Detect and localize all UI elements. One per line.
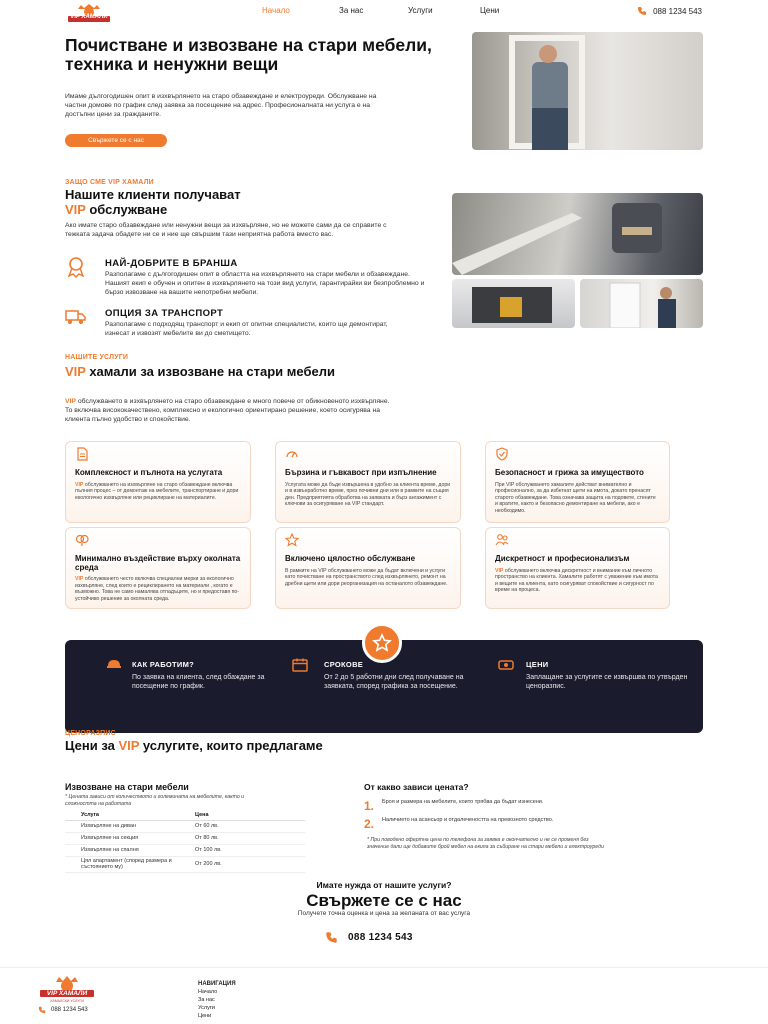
why-photo-top (452, 193, 703, 275)
service-card-body: обслужването на изхвърляне на старо обзавеждане включва пълния процес – от демонтаж на мебелите, транспортиране и дори екологично изхвърляне или рециклиране на материалите. (75, 481, 239, 501)
table-row (65, 832, 305, 844)
row-service: Изхвърляне на диван (65, 820, 195, 832)
feature-best-title: НАЙ-ДОБРИТЕ В БРАНША (105, 258, 238, 269)
phone-icon (637, 6, 647, 16)
footer-logo-tagline: ХАМАЛСКИ УСЛУГИ (50, 999, 84, 1003)
factor-text: Наличието на асансьор и отдалечеността на превозното средство. (382, 817, 554, 823)
why-photo-door (580, 279, 703, 328)
pricing-title-vip: VIP (118, 738, 140, 753)
people-icon (495, 533, 509, 547)
header-phone[interactable] (637, 6, 702, 16)
service-card-text (75, 576, 241, 602)
how-item-title: КАК РАБОТИМ? (132, 660, 195, 669)
col-service: Услуга (65, 810, 195, 820)
shield-icon (495, 447, 509, 461)
worker-photo-illustration (472, 32, 703, 150)
pricing-kicker: ЦЕНОРАЗПИС (65, 730, 116, 737)
feature-best-text: Разполагаме с дългогодишен опит в областта на изхвърлянето на стари мебели и обзавеждане. Нашият екип е обучен и опитен в изхвърлянето на този вид услуги, гарантирайки ви безпроблемно и бързо извозване на вашите непотребни мебели. (105, 271, 425, 296)
why-title (65, 187, 395, 217)
factor-number: 1. (364, 799, 375, 813)
footer-nav-title: НАВИГАЦИЯ (198, 981, 236, 987)
service-card-body: При VIP обслужването хамалите действат внимателно и професионално, за да избегнат щети на имота, докато пренасят старото обзавеждане. Това означава защита на подовете, стените и вратите, както и безопасно демонтиране на мебели, ако е необходимо. (495, 481, 656, 514)
logo-text: VIP ХАМАЛИ (70, 14, 108, 20)
why-photo-van (452, 279, 575, 328)
price-factors (364, 782, 614, 850)
nav-about[interactable]: За нас (339, 6, 364, 15)
hero-title: Почистване и извозване на стари мебели, техника и ненужни вещи (65, 35, 432, 74)
how-item-text: От 2 до 5 работни дни след получаване на заявката, според графика за посещение. (324, 674, 464, 690)
hero-photo (472, 32, 703, 150)
service-card (275, 441, 461, 523)
services-text-vip: VIP (65, 398, 76, 405)
row-service: Цял апартамент (според размера и състоянието му) (65, 856, 195, 872)
row-service: Изхвърляне на спалня (65, 844, 195, 856)
header-phone-number: 088 1234 543 (653, 6, 702, 16)
pricing-title-a: Цени за (65, 738, 119, 753)
document-icon (75, 447, 89, 461)
factor-text: Броя и размера на мебелите, които трябва да бъдат изнесени. (382, 799, 544, 805)
worker-icon (106, 658, 122, 672)
row-price: От 80 лв. (195, 832, 305, 844)
service-card (485, 527, 670, 609)
footer-phone-number: 088 1234 543 (51, 1007, 88, 1013)
nav-services[interactable]: Услуги (408, 6, 433, 15)
footer-nav-about[interactable]: За нас (198, 997, 215, 1003)
calendar-icon (292, 658, 308, 672)
footer-nav (198, 980, 236, 1020)
speedometer-icon (285, 447, 299, 461)
pricing-title (65, 738, 365, 753)
footer-nav-services[interactable]: Услуги (198, 1005, 215, 1011)
row-price: От 200 лв. (195, 856, 305, 872)
contact-phone-number: 088 1234 543 (348, 932, 413, 943)
how-item (106, 660, 266, 691)
why-text: Ако имате старо обзавеждане или ненужни вещи за изхвърляне, но не можете сами да се справите с тежката задача обадете ни се и ние ще свършим тази неприятна работа вместо вас. (65, 222, 387, 238)
pricing-title-b: услугите, които предлагаме (139, 738, 323, 753)
factor-item (364, 817, 614, 831)
row-price: От 60 лв. (195, 820, 305, 832)
truck-icon (65, 308, 87, 326)
service-card (485, 441, 670, 523)
service-card (65, 527, 251, 609)
factor-item (364, 799, 614, 813)
service-card-title: Включено цялостно обслужване (285, 554, 416, 563)
service-card-text (495, 482, 660, 515)
price-table-header (65, 810, 305, 820)
footer-nav-home[interactable]: Начало (198, 989, 218, 995)
how-item-text: По заявка на клиента, след обаждане за посещение по график. (132, 674, 265, 690)
table-row (65, 844, 305, 856)
contact-phone[interactable] (325, 931, 413, 944)
service-card-body: Услугата може да бъде извършена в удобно за клиента време, дори и в извънработно време, през почивни дни или в рамките на същия ден. Предприятията обработва на заявката и бърз ангажимент с ключови за осигуряване на VIP стандарт. (285, 481, 451, 508)
service-card-title: Дискретност и професионализъм (495, 554, 630, 563)
service-card-text (285, 568, 451, 588)
price-factors-note: * При поводено офертна цена по телефона за заявка е окончателно и не се променя без значение дали ще добавите брой мебел на екипа за събиране на стари мебели и електроуреди (367, 837, 604, 850)
service-card-title: Бързина и гъвкавост при изпълнение (285, 468, 437, 477)
feature-transport-title: ОПЦИЯ ЗА ТРАНСПОРТ (105, 308, 224, 319)
footer-phone[interactable] (38, 1006, 88, 1014)
phone-icon (38, 1006, 46, 1014)
price-tag-icon (498, 658, 514, 672)
service-card (275, 527, 461, 609)
service-card-body: обслужването включва дискретност и внимание към личното пространство на клиента. Хамалите работят с уважение към имота и вещите на клиента, като осигуряват спокойствие и сигурност по време на процеса. (495, 567, 658, 594)
contact-title: Свържете се с нас (306, 891, 462, 910)
service-card-title: Минимално въздействие върху околната среда (75, 554, 241, 572)
footer-nav-prices[interactable]: Цени (198, 1013, 212, 1019)
feature-transport-text: Разполагаме с подходящ транспорт и екип от опитни специалисти, които ще демонтират, изнесат и извозят мебелите ви до сметището. (105, 321, 388, 337)
service-card (65, 441, 251, 523)
contact-subtitle: Получете точна оценка и цена за желаната от вас услуга (297, 910, 471, 917)
service-card-vip: VIP (495, 567, 504, 574)
why-title-b: обслужване (85, 202, 168, 217)
price-table (65, 810, 305, 873)
phone-icon (325, 931, 338, 944)
service-card-body: обслужването често включва специални мерки за екологично изхвърляне, след които е рециклирането на материали , когато е възможно. Това не само намалява отпадъците, но и предоставя по-устойчиво решение за околната среда. (75, 576, 240, 602)
price-table-note: * Цената зависи от количеството и големината на мебелите, както и сложността на работата (65, 794, 245, 807)
van-photo-illustration (452, 279, 575, 328)
star-badge (362, 623, 402, 663)
nav-home[interactable]: Начало (262, 6, 290, 15)
services-text (65, 397, 395, 424)
table-row (65, 856, 305, 872)
price-table-title: Извозване на стари мебели (65, 782, 189, 792)
how-item-text: Заплащане за услугите се извършва по утвърден ценоразпис. (526, 674, 688, 690)
service-card-text (75, 482, 241, 502)
why-kicker: ЗАЩО СМЕ VIP ХАМАЛИ (65, 179, 154, 186)
how-item-title: ЦЕНИ (526, 660, 549, 669)
price-table-block (65, 782, 315, 873)
services-title-rest: хамали за извозване на стари мебели (85, 364, 335, 379)
hero-contact-button[interactable]: Свържете се с нас (65, 134, 167, 147)
contact-question: Имате нужда от нашите услуги? (316, 880, 452, 890)
services-kicker: НАШИТЕ УСЛУГИ (65, 354, 129, 361)
why-title-a: Нашите клиенти получават (65, 187, 241, 202)
award-icon (65, 256, 87, 278)
service-card-body: В рамките на VIP обслужването може да бъдат включени и услуги като почистване на пространството след изхвърлянето, ремонт на дребни щети или дори реорганизация на останалото обзавеждане. (285, 567, 448, 587)
stairs-photo-illustration (452, 193, 703, 275)
table-row (65, 820, 305, 832)
star-icon (372, 633, 392, 653)
star-outline-icon (285, 533, 299, 547)
hero-text: Имаме дългогодишен опит в изхвърлянето на старо обзавеждане и електроуреди. Обслужване на частни домове по график след заявка за посещение на адрес. Професионалната ни услуга е на достъпни цени за гражданите. (65, 93, 377, 118)
door-photo-illustration (580, 279, 703, 328)
footer-divider (0, 967, 768, 968)
services-text-body: обслужването в изхвърлянето на старо обзавеждане е много повече от обикновеното изхвърляне. То включва висококачествено, комплексно и екологично ориентирано решение, което осигурява на клиента пълно удобство и спокойствие. (65, 398, 390, 423)
services-title (65, 364, 365, 379)
how-item-title: СРОКОВЕ (324, 660, 364, 669)
service-card-text (495, 568, 660, 594)
eco-icon (75, 533, 89, 547)
why-title-vip: VIP (65, 202, 86, 217)
nav-prices[interactable]: Цени (480, 6, 500, 15)
footer-logo-text: VIP ХАМАЛИ (46, 990, 88, 997)
how-item (498, 660, 688, 691)
service-card-text (285, 482, 451, 508)
how-item (292, 660, 482, 691)
price-factors-title: От какво зависи цената? (364, 782, 469, 792)
services-title-vip: VIP (65, 364, 86, 379)
row-service: Изхвърляне на секция (65, 832, 195, 844)
service-card-vip: VIP (75, 576, 84, 582)
row-price: От 100 лв. (195, 844, 305, 856)
factor-number: 2. (364, 817, 375, 831)
col-price: Цена (195, 810, 305, 820)
service-card-title: Безопасност и грижа за имуществото (495, 468, 644, 477)
service-card-vip: VIP (75, 481, 84, 488)
service-card-title: Комплексност и пълнота на услугата (75, 468, 223, 477)
